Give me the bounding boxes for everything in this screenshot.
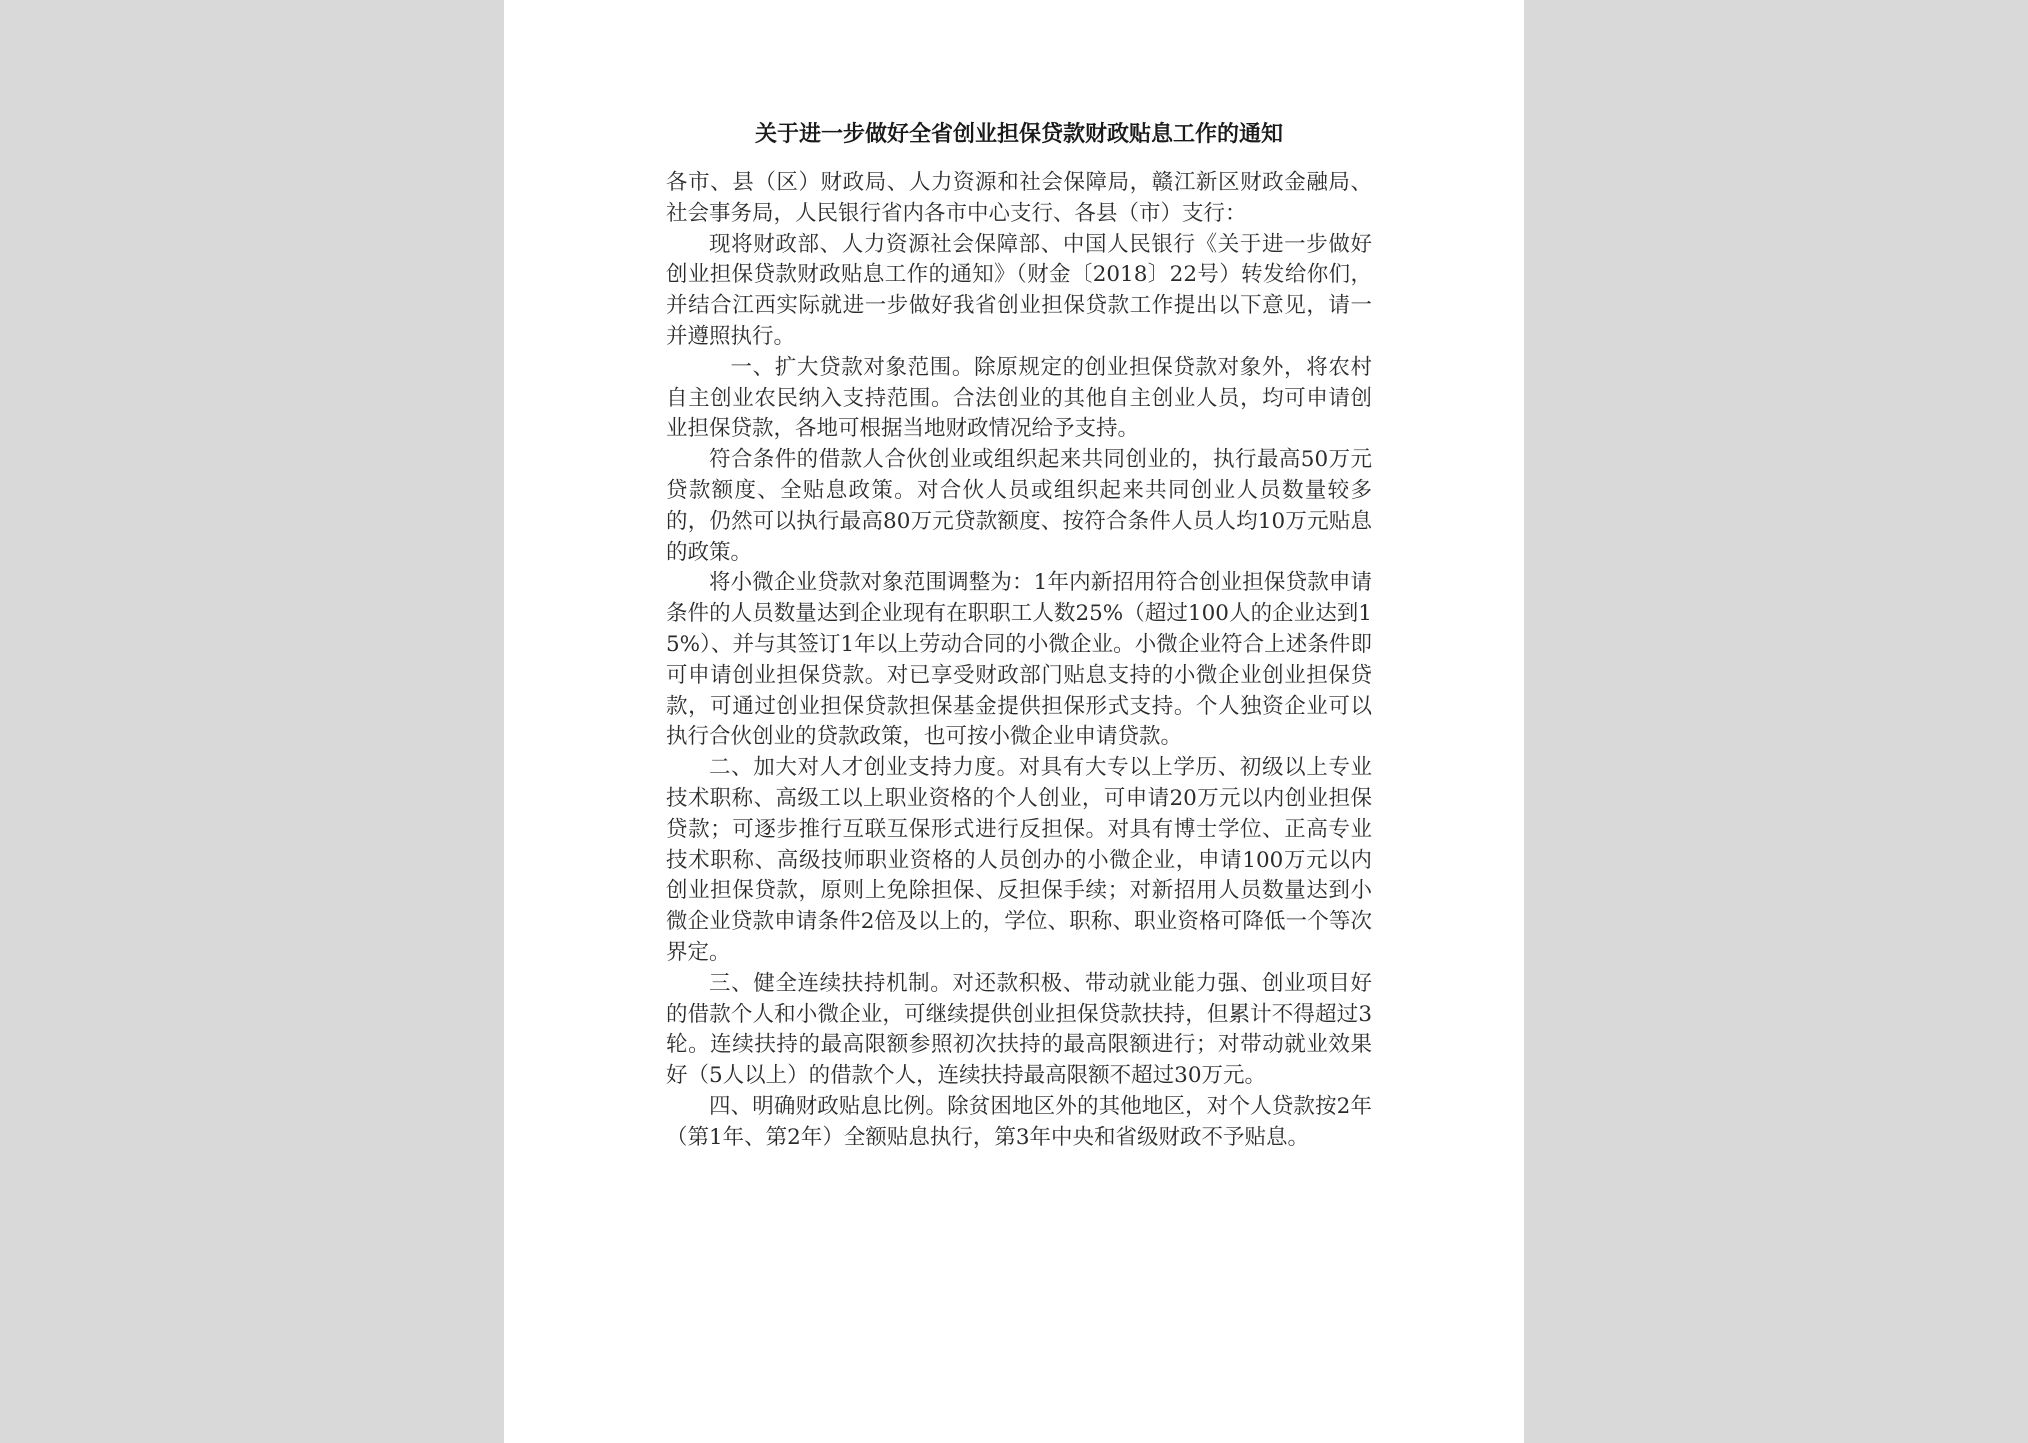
section-1-paragraph: 一、扩大贷款对象范围。除原规定的创业担保贷款对象外，将农村自主创业农民纳入支持范围。合法创业的其他自主创业人员，均可申请创业担保贷款，各地可根据当地财政情况给予支持。 bbox=[666, 354, 1372, 442]
document-page bbox=[504, 0, 1524, 1443]
addressee-paragraph: 各市、县（区）财政局、人力资源和社会保障局，赣江新区财政金融局、社会事务局，人民银行省内各市中心支行、各县（市）支行： bbox=[666, 170, 1372, 226]
section-2-paragraph: 二、加大对人才创业支持力度。对具有大专以上学历、初级以上专业技术职称、高级工以上职业资格的个人创业，可申请20万元以内创业担保贷款；可逐步推行互联互保形式进行反担保。对具有博士学位、正高专业技术职称、高级技师职业资格的人员创办的小微企业，申请100万元以内创业担保贷款，原则上免除担保、反担保手续；对新招用人员数量达到小微企业贷款申请条件2倍及以上的，学位、职称、职业资格可降低一个等次界定。 bbox=[666, 755, 1372, 965]
section-1-partnership-paragraph: 符合条件的借款人合伙创业或组织起来共同创业的，执行最高50万元贷款额度、全贴息政策。对合伙人员或组织起来共同创业人员数量较多的，仍然可以执行最高80万元贷款额度、按符合条件人员人均10万元贴息的政策。 bbox=[666, 447, 1372, 565]
document-body bbox=[666, 118, 1372, 1154]
section-1-small-business-paragraph: 将小微企业贷款对象范围调整为：1年内新招用符合创业担保贷款申请条件的人员数量达到企业现有在职职工人数25%（超过100人的企业达到15%）、并与其签订1年以上劳动合同的小微企业。小微企业符合上述条件即可申请创业担保贷款。对已享受财政部门贴息支持的小微企业创业担保贷款，可通过创业担保贷款担保基金提供担保形式支持。个人独资企业可以执行合伙创业的贷款政策，也可按小微企业申请贷款。 bbox=[666, 570, 1372, 750]
document-title: 关于进一步做好全省创业担保贷款财政贴息工作的通知 bbox=[754, 122, 1283, 147]
intro-paragraph: 现将财政部、人力资源社会保障部、中国人民银行《关于进一步做好创业担保贷款财政贴息工作的通知》（财金〔2018〕22号）转发给你们，并结合江西实际就进一步做好我省创业担保贷款工作提出以下意见，请一并遵照执行。 bbox=[666, 231, 1372, 349]
section-3-paragraph: 三、健全连续扶持机制。对还款积极、带动就业能力强、创业项目好的借款个人和小微企业，可继续提供创业担保贷款扶持，但累计不得超过3轮。连续扶持的最高限额参照初次扶持的最高限额进行；对带动就业效果好（5人以上）的借款个人，连续扶持最高限额不超过30万元。 bbox=[666, 970, 1372, 1089]
section-4-paragraph: 四、明确财政贴息比例。除贫困地区外的其他地区，对个人贷款按2年（第1年、第2年）全额贴息执行，第3年中央和省级财政不予贴息。 bbox=[666, 1093, 1372, 1150]
